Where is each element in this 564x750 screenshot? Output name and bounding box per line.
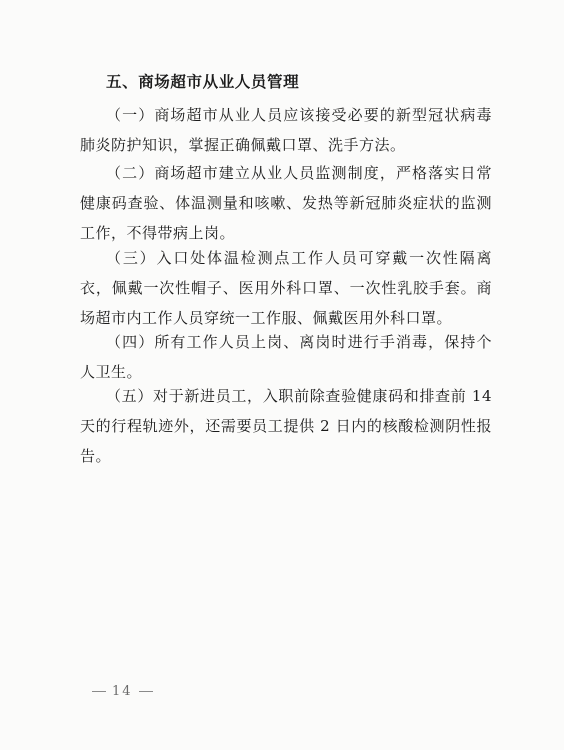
paragraph-2: （二）商场超市建立从业人员监测制度，严格落实日常健康码查验、体温测量和咳嗽、发热等新冠肺炎症状的监测工作，不得带病上岗。 xyxy=(80,164,492,242)
page-footer xyxy=(86,684,159,699)
paragraph-5: （五）对于新进员工，入职前除查验健康码和排查前 14 天的行程轨迹外，还需要员工提供 2 日内的核酸检测阴性报告。 xyxy=(80,387,492,465)
page-number: 14 xyxy=(112,684,133,699)
footer-dash-left xyxy=(92,691,106,692)
paragraph-3: （三）入口处体温检测点工作人员可穿戴一次性隔离衣，佩戴一次性帽子、医用外科口罩、一次性乳胶手套。商场超市内工作人员穿统一工作服、佩戴医用外科口罩。 xyxy=(80,249,492,327)
section-heading: 五、商场超市从业人员管理 xyxy=(106,73,300,91)
paragraph-4: （四）所有工作人员上岗、离岗时进行手消毒，保持个人卫生。 xyxy=(80,333,492,381)
footer-dash-right xyxy=(139,691,153,692)
paragraph-1: （一）商场超市从业人员应该接受必要的新型冠状病毒肺炎防护知识，掌握正确佩戴口罩、洗手方法。 xyxy=(80,106,492,154)
